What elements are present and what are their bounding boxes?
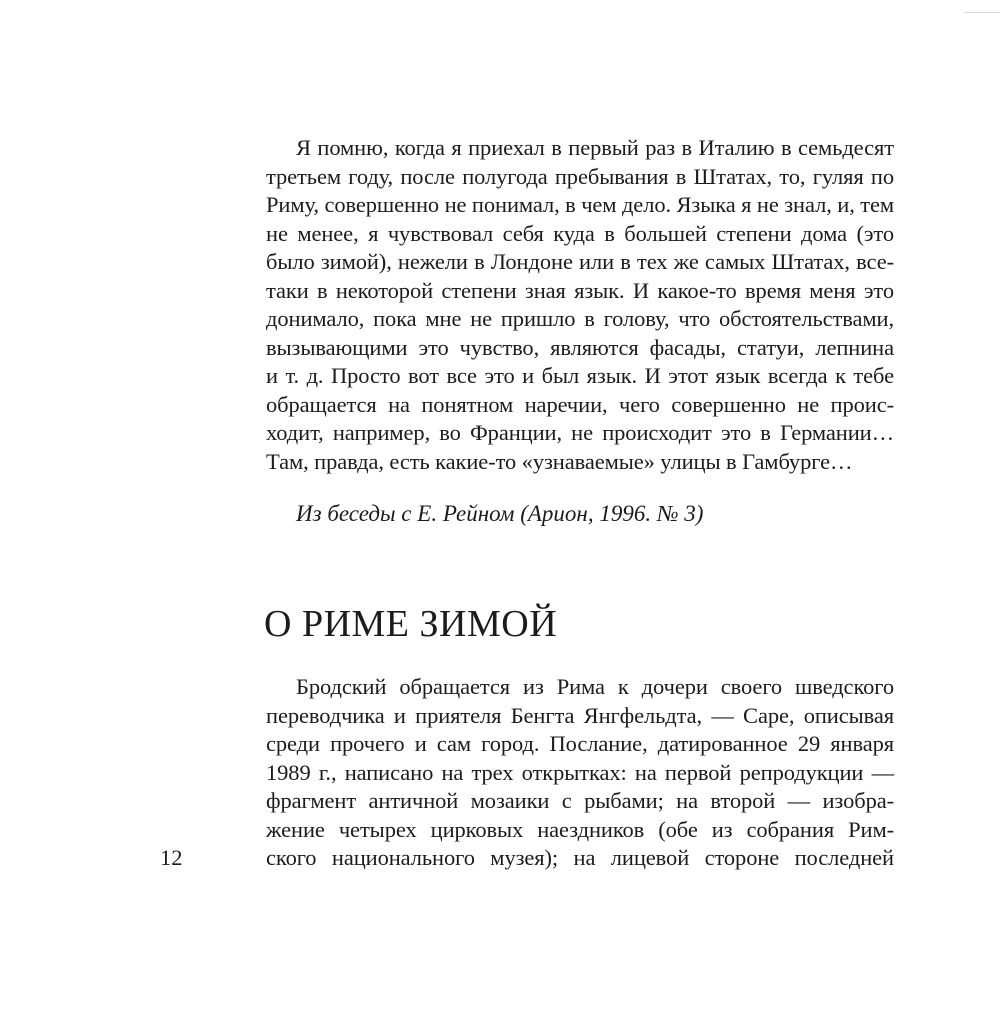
- section-title: О РИМЕ ЗИМОЙ: [264, 603, 558, 645]
- quote-line: донимало, пока мне не пришло в голову, что обстоятельствами,: [266, 306, 894, 331]
- quote-line: было зимой), нежели в Лондоне или в тех же самых Штатах, все-: [266, 249, 894, 274]
- quote-line: третьем году, после полугода пребывания в Штатах, то, гуляя по: [266, 163, 894, 189]
- body-line: переводчика и приятеля Бенгта Янгфельдта, — Саре, описывая: [266, 702, 894, 728]
- scan-edge-mark: [964, 0, 1000, 13]
- body-line: среди прочего и сам город. Послание, датированное 29 января: [266, 731, 894, 756]
- quote-line: обращается на понятном наречии, чего совершенно не проис-: [266, 391, 894, 417]
- body-line: жение четырех цирковых наездников (обе из собрания Рим-: [266, 816, 894, 842]
- body-line: ского национального музея); на лицевой стороне последней: [266, 845, 894, 870]
- body-line: 1989 г., написано на трех открытках: на первой репродукции —: [266, 759, 894, 785]
- quote-attribution: Из беседы с Е. Рейном (Арион, 1996. № 3): [296, 501, 704, 526]
- quote-line: Риму, совершенно не понимал, в чем дело. Языка я не знал, и, тем: [266, 192, 895, 217]
- quote-line: не менее, я чувствовал себя куда в большей степени дома (это: [266, 220, 894, 246]
- quote-line: вызывающими это чувство, являются фасады, статуи, лепнина: [266, 334, 894, 360]
- quote-line: и т. д. Просто вот все это и был язык. И этот язык всегда к тебе: [266, 363, 894, 388]
- quote-line: таки в некоторой степени зная язык. И какое-то время меня это: [266, 277, 894, 303]
- quote-line: Там, правда, есть какие-то «узнаваемые» улицы в Гамбурге…: [266, 448, 853, 474]
- body-line: Бродский обращается из Рима к дочери своего шведского: [296, 674, 894, 699]
- body-line: фрагмент античной мозаики с рыбами; на второй — изобра-: [266, 788, 894, 813]
- quote-line: Я помню, когда я приехал в первый раз в Италию в семьдесят: [296, 135, 894, 160]
- page-number: 12: [160, 845, 183, 870]
- quote-line: ходит, например, во Франции, не происходит это в Германии…: [266, 420, 894, 445]
